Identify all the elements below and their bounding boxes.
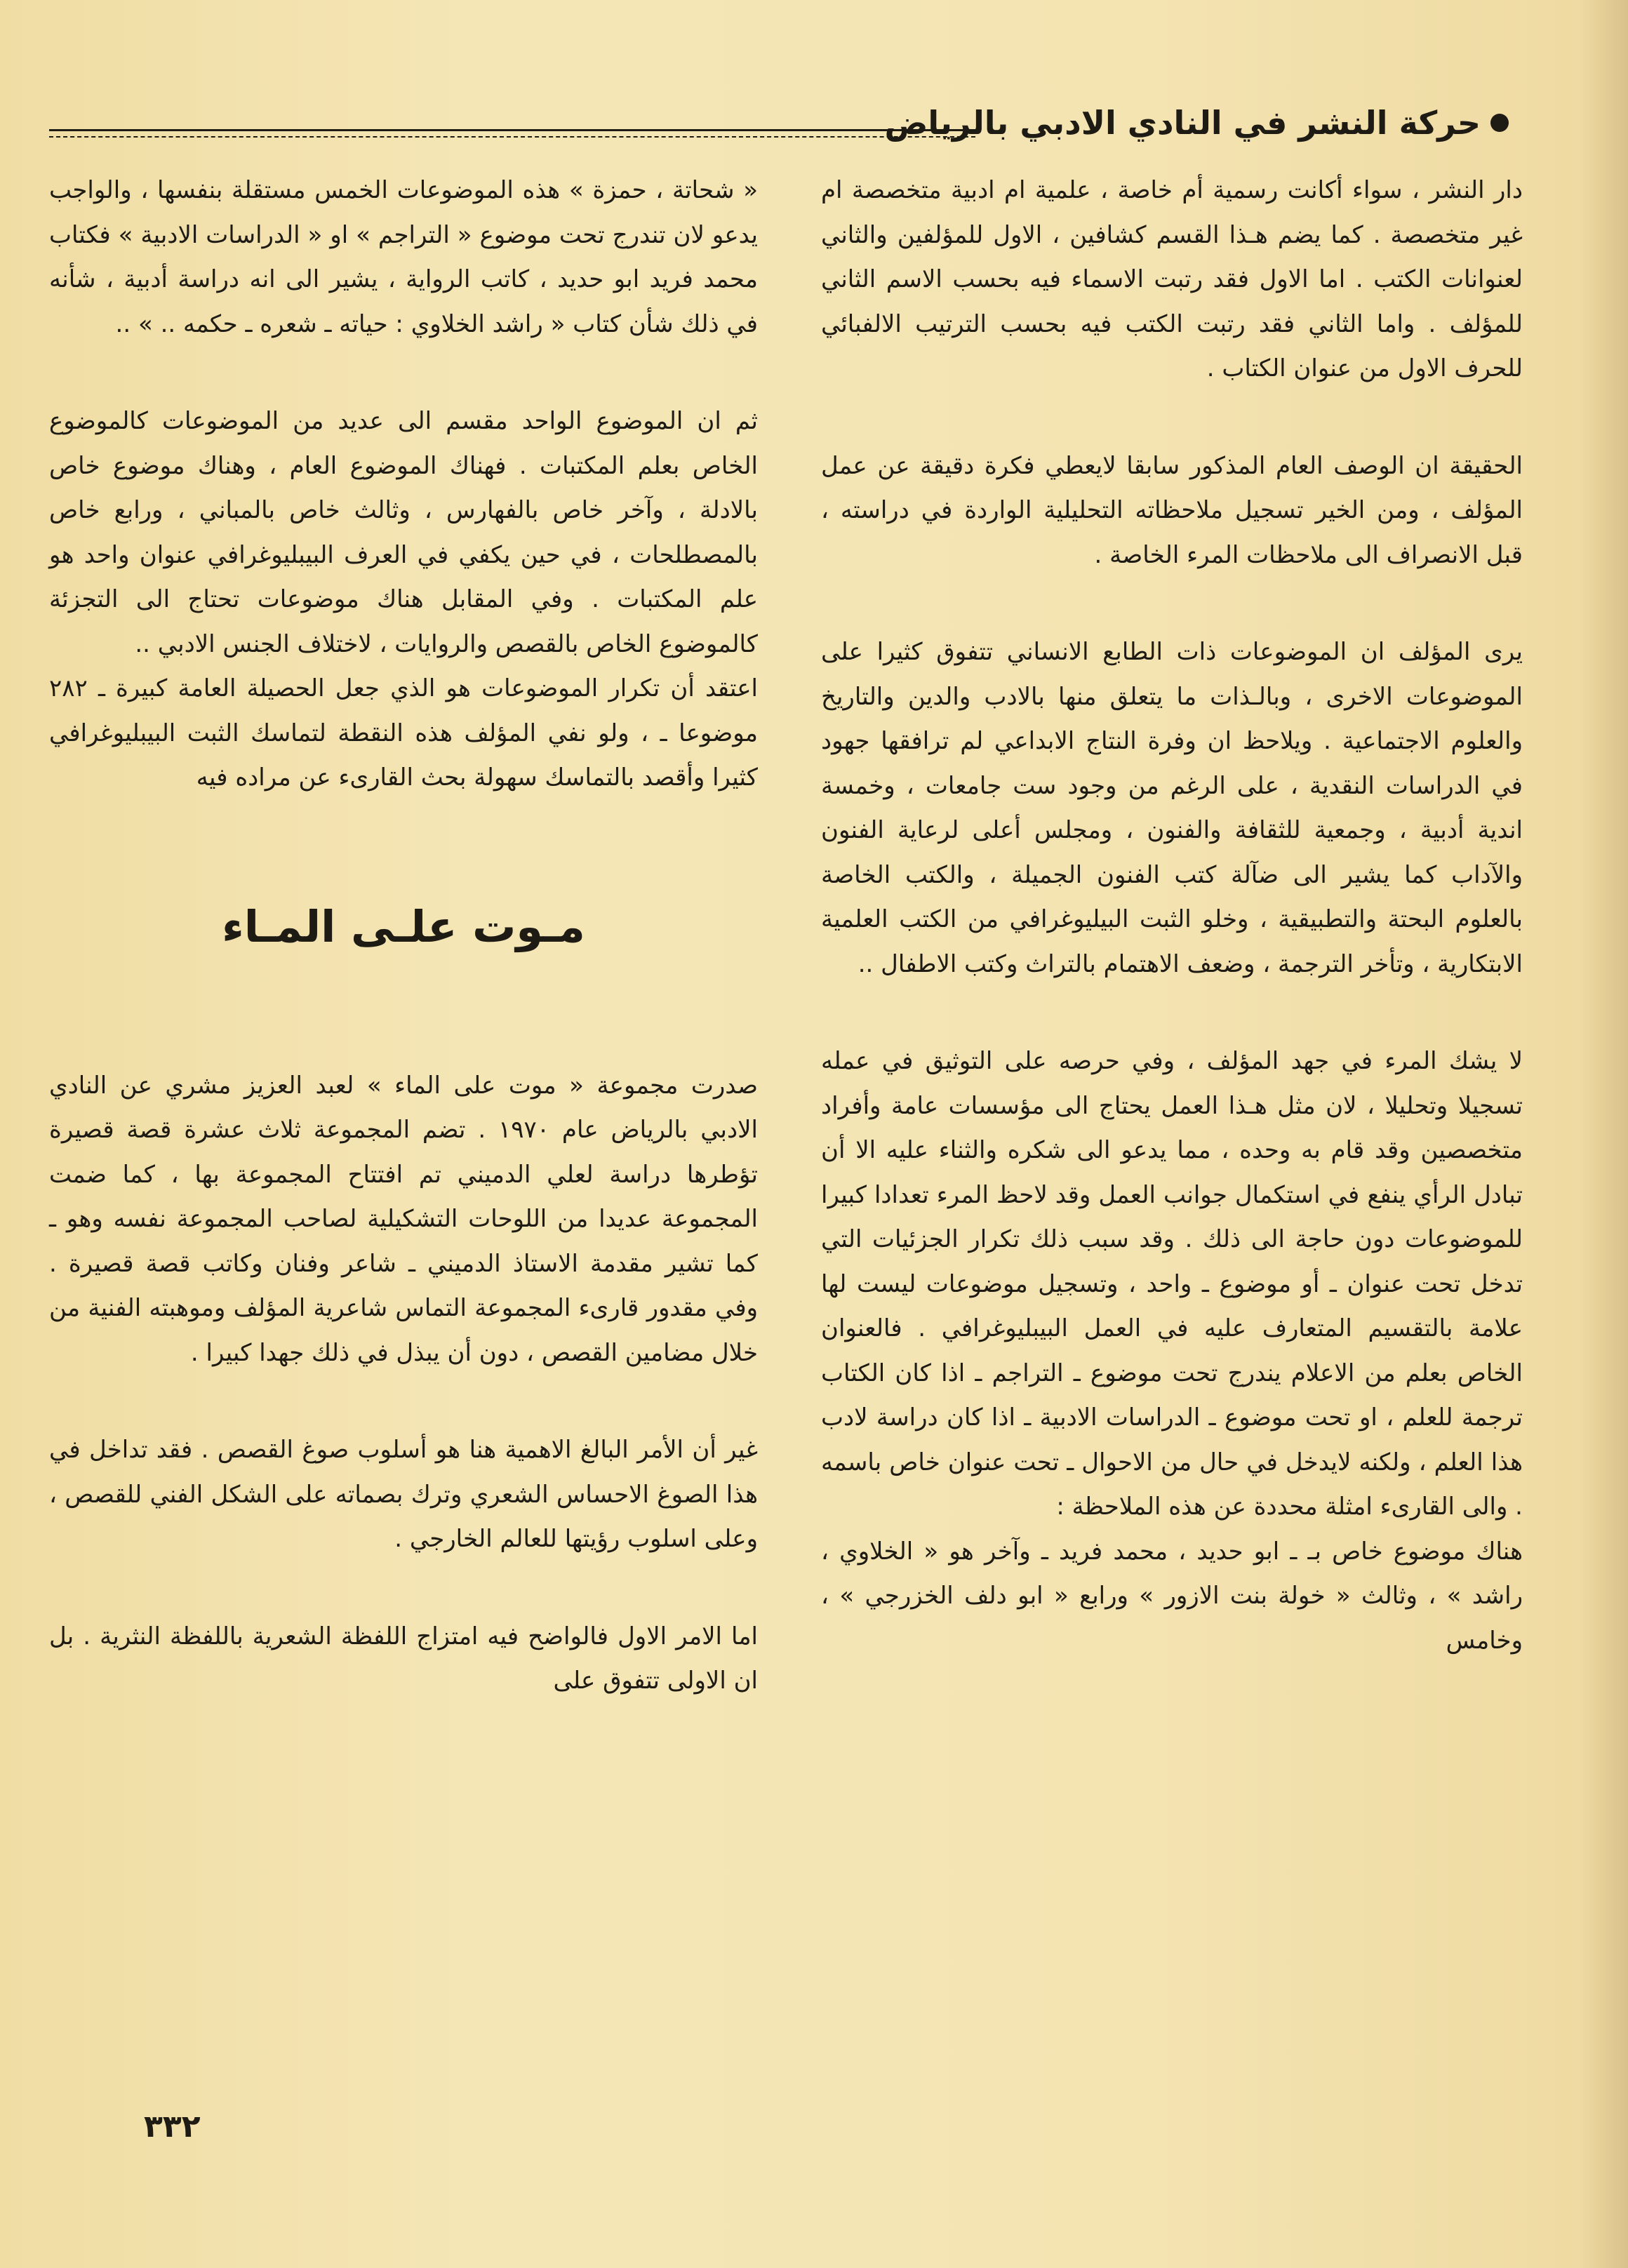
page-number: ٣٣٢: [144, 2109, 201, 2144]
right-column: [821, 168, 1523, 1663]
paragraph: يرى المؤلف ان الموضوعات ذات الطابع الانساني تتفوق كثيرا على الموضوعات الاخرى ، وبالـذات ما يتعلق منها بالادب والدين والتاريخ والعلوم الاجتماعية . ويلاحظ ان وفرة النتاج الابداعي لم ترافقها جهود في الدراسات النقدية ، على الرغم من وجود ست جامعات ، وخمسة اندية أدبية ، وجمعية للثقافة والفنون ، ومجلس أعلى لرعاية الفنون والآداب كما يشير الى ضآلة كتب الفنون الجميلة ، والكتب الخاصة بالعلوم البحتة والتطبيقية ، وخلو الثبت البيليوغرافي من الكتب العلمية الابتكارية ، وتأخر الترجمة ، وضعف الاهتمام بالتراث وكتب الاطفال ..: [821, 638, 1523, 978]
paragraph: غير أن الأمر البالغ الاهمية هنا هو أسلوب صوغ القصص . فقد تداخل في هذا الصوغ الاحساس الشعري وترك بصماته على الشكل الفني للقصص ، وعلى اسلوب رؤيتها للعالم الخارجي .: [49, 1436, 758, 1553]
paragraph: دار النشر ، سواء أكانت رسمية أم خاصة ، علمية ام ادبية متخصصة ام غير متخصصة . كما يضم هـذا القسم كشافين ، الاول للمؤلفين والثاني لعنوانات الكتب . اما الاول فقد رتبت الاسماء فيه بحسب الاسم الثاني للمؤلف . واما الثاني فقد رتبت الكتب فيه بحسب الترتيب الالفبائي للحرف الاول من عنوان الكتاب .: [821, 176, 1523, 382]
paragraph: اما الامر الاول فالواضح فيه امتزاج اللفظة الشعرية باللفظة النثرية . بل ان الاولى تتفوق على: [49, 1622, 758, 1695]
header-rule: [49, 129, 975, 131]
paragraph: صدرت مجموعة « موت على الماء » لعبد العزيز مشري عن النادي الادبي بالرياض عام ١٩٧٠ . تضم المجموعة ثلاث عشرة قصة قصيرة تؤطرها دراسة لعلي الدميني تم افتتاح المجموعة بها ، كما ضمت المجموعة عديدا من اللوحات التشكيلية لصاحب المجموعة نفسه وهو ـ كما تشير مقدمة الاستاذ الدميني ـ شاعر وفنان وكاتب قصة قصيرة . وفي مقدور قارىء المجموعة التماس شاعرية المؤلف وموهبته الفنية من خلال مضامين القصص ، دون أن يبذل في ذلك جهدا كبيرا .: [49, 1071, 758, 1367]
paragraph: الحقيقة ان الوصف العام المذكور سابقا لايعطي فكرة دقيقة عن عمل المؤلف ، ومن الخير تسجيل ملاحظاته التحليلية الواردة في دراسته ، قبل الانصراف الى ملاحظات المرء الخاصة .: [821, 451, 1523, 569]
paragraph: اعتقد أن تكرار الموضوعات هو الذي جعل الحصيلة العامة كبيرة ـ ٢٨٢ موضوعا ـ ، ولو نفي المؤلف هذه النقطة لتماسك الثبت البيبليوغرافي كثيرا وأقصد بالتماسك سهولة بحث القارىء عن مراده فيه: [49, 674, 758, 792]
section-title: مـوت علـى المـاء: [222, 900, 585, 952]
page-edge-shadow: [1579, 0, 1628, 2268]
page-header: [49, 104, 1509, 153]
paragraph: هناك موضوع خاص بـ ـ ابو حديد ، محمد فريد ـ وآخر هو « الخلاوي ، راشد » ، وثالث « خولة بنت الازور » ورابع « ابو دلف الخزرجي » ، وخامس: [821, 1537, 1523, 1655]
paragraph: « شحاتة ، حمزة » هذه الموضوعات الخمس مستقلة بنفسها ، والواجب يدعو لان تندرج تحت موضوع « التراجم » او « الدراسات الادبية » فكتاب محمد فريد ابو حديد ، كاتب الرواية ، يشير الى انه دراسة أدبية ، شأنه في ذلك شأن كتاب « راشد الخلاوي : حياته ـ شعره ـ حكمه .. » ..: [49, 176, 758, 338]
header-title: [884, 104, 1509, 142]
header-title-text: حركة النشر في النادي الادبي بالرياض: [884, 104, 1481, 142]
paragraph: ثم ان الموضوع الواحد مقسم الى عديد من الموضوعات كالموضوع الخاص بعلم المكتبات . فهناك الموضوع العام ، وهناك موضوع خاص بالادلة ، وآخر خاص بالفهارس ، وثالث خاص بالمباني ، ورابع خاص بالمصطلحات ، في حين يكفي في العرف البيبليوغرافي عنوان واحد هو علم المكتبات . وفي المقابل هناك موضوعات تحتاج الى التجزئة كالموضوع الخاص بالقصص والروايات ، لاختلاف الجنس الادبي ..: [49, 407, 758, 658]
left-column: [49, 168, 758, 1704]
paragraph: لا يشك المرء في جهد المؤلف ، وفي حرصه على التوثيق في عمله تسجيلا وتحليلا ، لان مثل هـذا العمل يحتاج الى مؤسسات عامة وأفراد متخصصين وقد قام به وحده ، مما يدعو الى شكره والثناء عليه الا أن تبادل الرأي ينفع في استكمال جوانب العمل وقد لاحظ المرء تعدادا كبيرا للموضوعات دون حاجة الى ذلك . وقد سبب ذلك تكرار الجزئيات التي تدخل تحت عنوان ـ أو موضوع ـ واحد ، وتسجيل موضوعات ليست لها علامة بالتقسيم المتعارف عليه في العمل البيبليوغرافي . فالعنوان الخاص بعلم من الاعلام يندرج تحت موضوع ـ التراجم ـ اذا كان الكتاب ترجمة للعلم ، او تحت موضوع ـ الدراسات الادبية ـ اذا كان دراسة لادب هذا العلم ، ولكنه لايدخل في حال من الاحوال ـ تحت عنوان خاص باسمه . والى القارىء امثلة محددة عن هذه الملاحظة :: [821, 1047, 1523, 1521]
header-rule-dashed: [49, 136, 975, 138]
bullet-icon: [1490, 114, 1509, 132]
